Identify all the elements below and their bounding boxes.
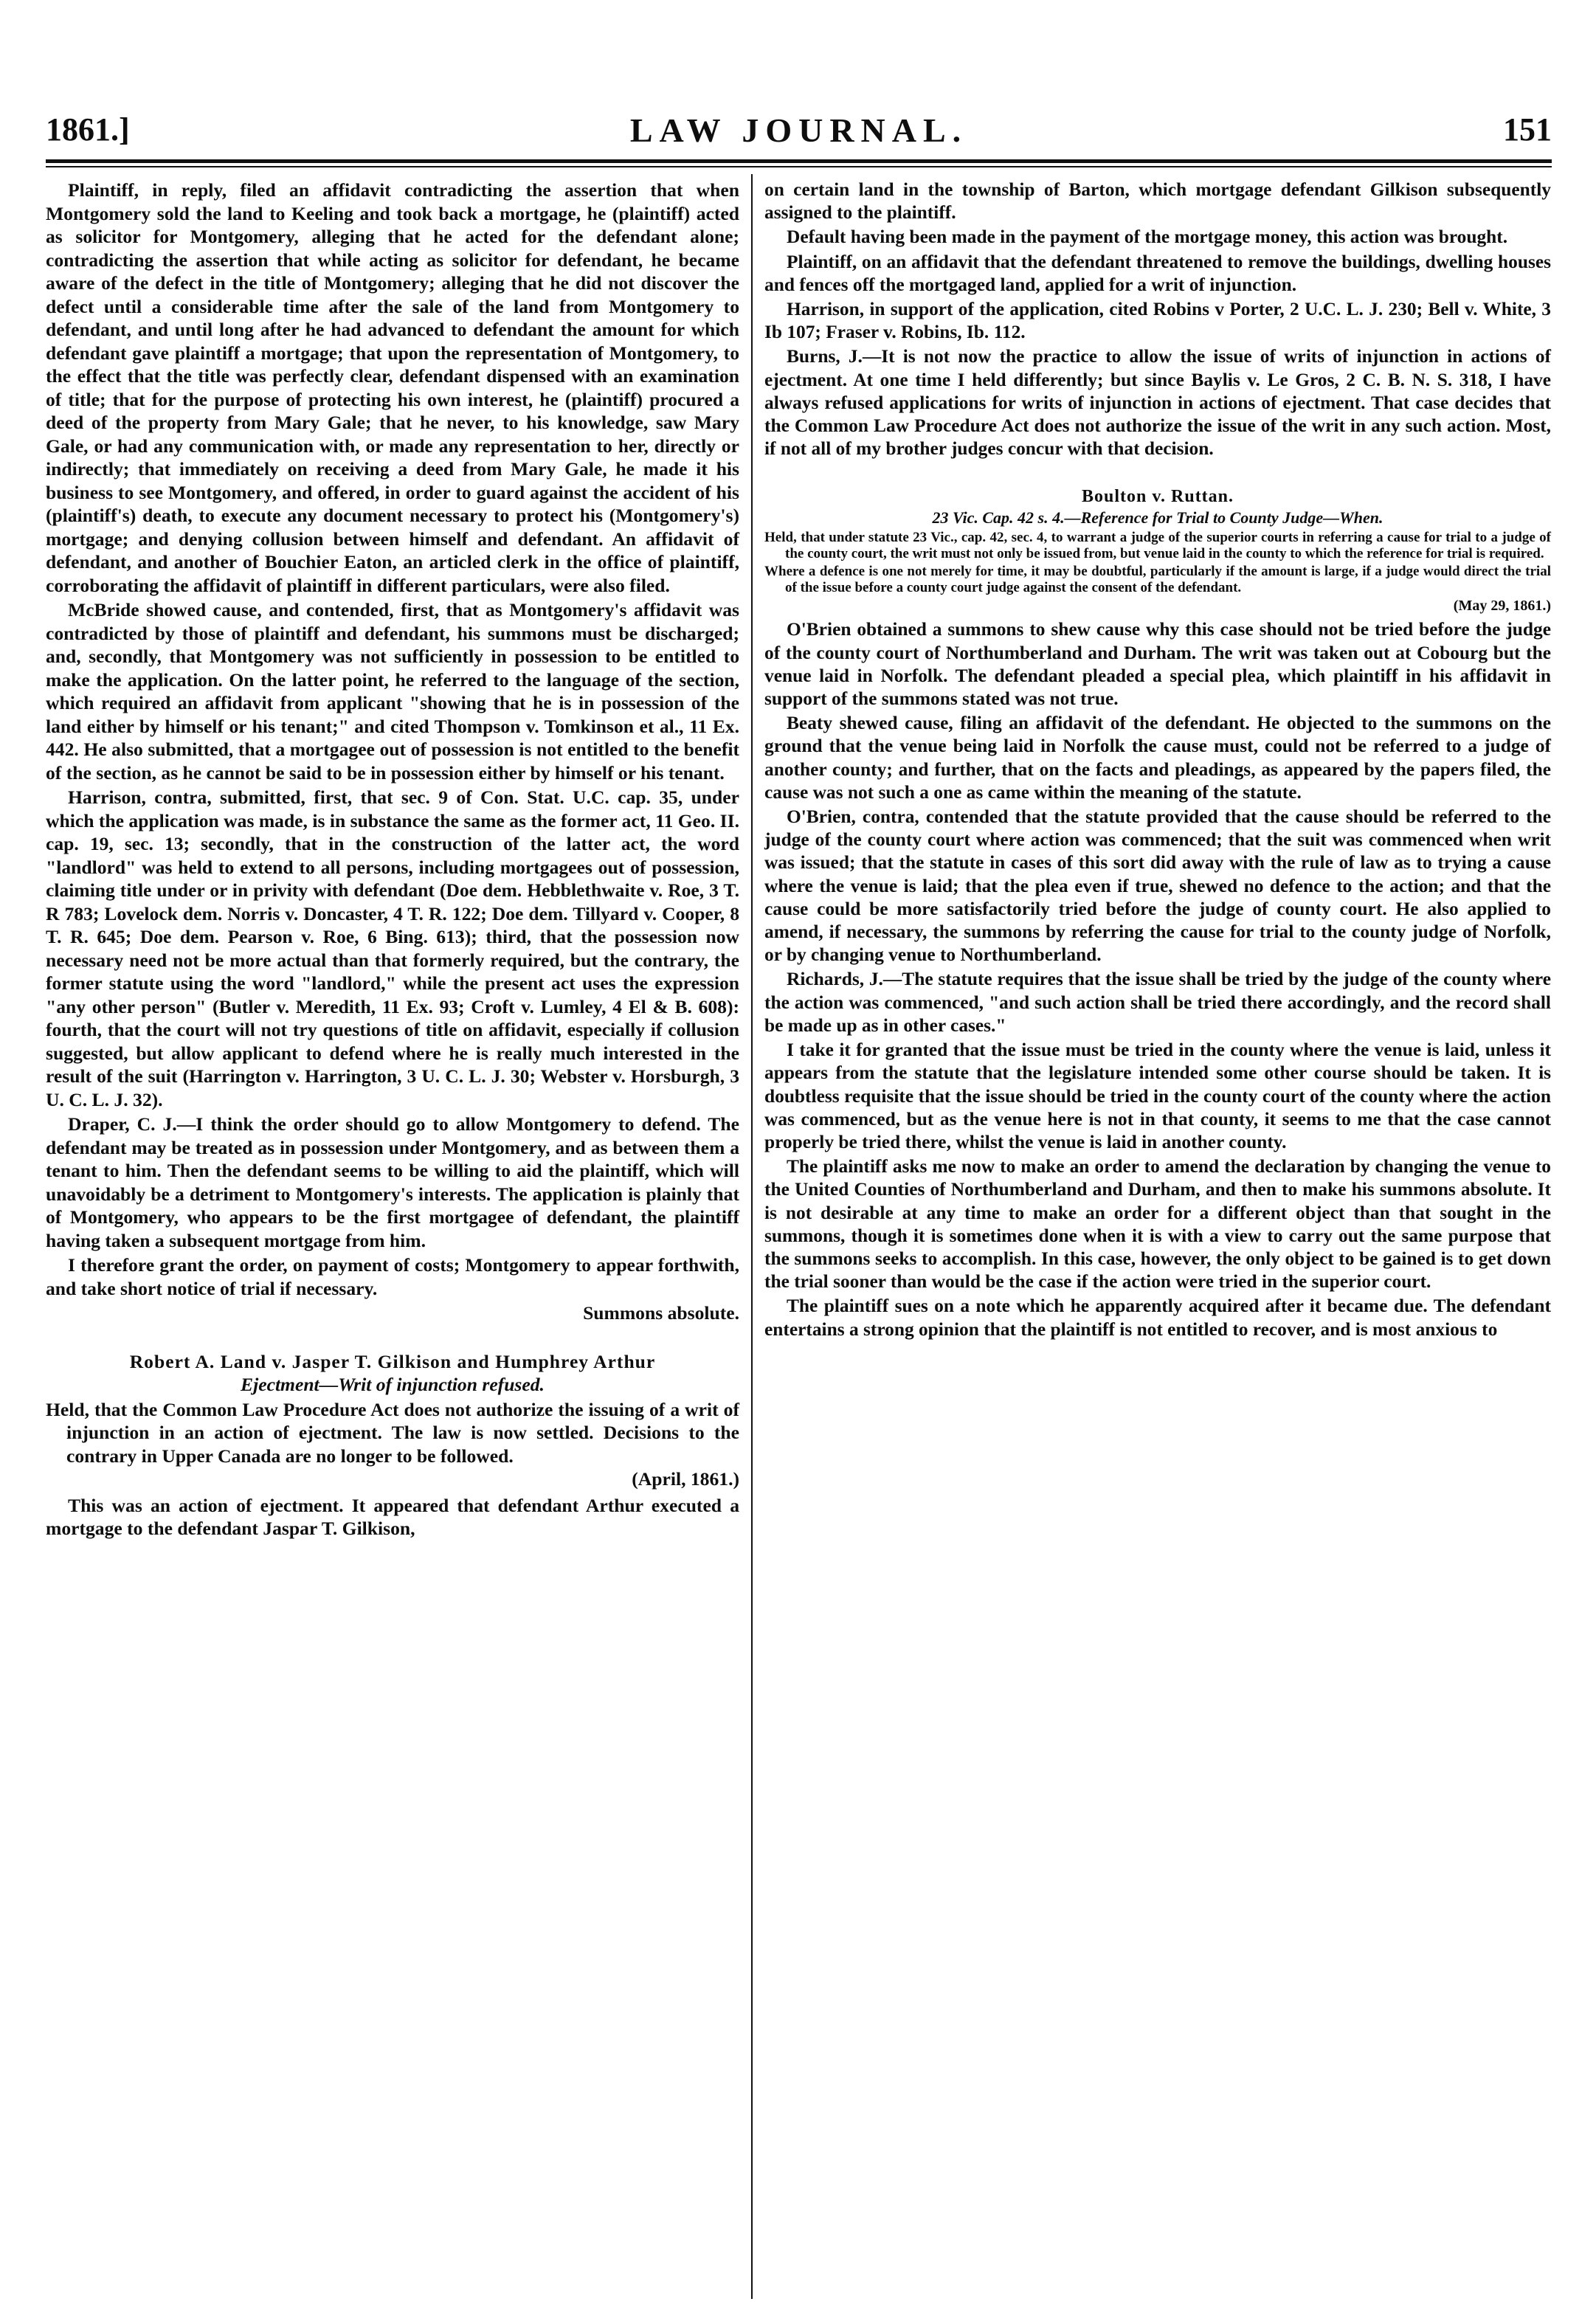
case-date: (May 29, 1861.) <box>1453 598 1551 615</box>
case-subtitle: 23 Vic. Cap. 42 s. 4.—Reference for Trial to County Judge—When. <box>932 508 1383 528</box>
header-rule-thin <box>46 166 1552 167</box>
journal-title: LAW JOURNAL. <box>629 111 968 149</box>
paragraph: Harrison, contra, submitted, first, that sec. 9 of Con. Stat. U.C. cap. 35, under which the application was made, is in substance the same as the former act, 11 Geo. II. cap. 19, sec. 13; secondly, that in the construction of the latter act, the word "landlord" was held to extend to all persons, including mortgagees out of possession, claiming title under or in privity with defendant (Doe dem. Hebblethwaite v. Roe, 3 T. R 783; Lovelock dem. Norris v. Doncaster, 4 T. R. 122; Doe dem. Tillyard v. Cooper, 8 T. R. 645; Doe dem. Pearson v. Roe, 6 Bing. 613); third, that the possession now necessary need not be more actual than that formerly required, but the contrary, the former statute using the word "landlord," while the present act uses the expression "any other person" (Butler v. Meredith, 11 Ex. 93; Croft v. Lumley, 4 El & B. 608): fourth, that the court will not try questions of title on affidavit, especially if collusion suggested, but allow applicant to defend where he is really much interested in the result of the suit (Harrington v. Harrington, 3 U. C. L. J. 30; Webster v. Horsburgh, 3 U. C. L. J. 32). <box>46 786 739 1110</box>
left-column <box>46 179 739 1542</box>
running-header <box>46 111 1552 162</box>
paragraph: McBride showed cause, and contended, first, that as Montgomery's affidavit was contradicted by those of plaintiff and defendant, his summons must be discharged; and, secondly, that Montgomery was not sufficiently in possession to be entitled to make the application. On the latter point, he referred to the language of the section, which required an affidavit from applicant "showing that he is in possession of the land either by himself or his tenant;" and cited Thompson v. Tomkinson et al., 11 Ex. 442. He also submitted, that a mortgagee out of possession is not entitled to the benefit of the section, as he cannot be said to be in possession either by himself or his tenant. <box>46 599 739 784</box>
paragraph: I therefore grant the order, on payment of costs; Montgomery to appear forthwith, and take short notice of trial if necessary. <box>46 1254 739 1299</box>
paragraph: O'Brien, contra, contended that the statute provided that the cause should be referred to the judge of the county court where action was commenced; that the suit was commenced when writ was issued; that the statute in cases of this sort did away with the rule of law as to trying a cause where the venue is laid; that the plea even if true, shewed no defence to the action; and that the cause could be more satisfactorily tried before the judge of county court. He also applied to amend, if necessary, the summons by referring the cause for trial to the county judge of Norfolk, or by changing venue to Northumberland. <box>764 806 1551 966</box>
paragraph: Default having been made in the payment of the mortgage money, this action was brought. <box>787 226 1508 248</box>
case-subtitle: Ejectment—Writ of injunction refused. <box>241 1374 545 1395</box>
paragraph: The plaintiff sues on a note which he apparently acquired after it became due. The defendant entertains a strong opinion that the plaintiff is not entitled to recover, and is most anxious to <box>764 1296 1551 1340</box>
case-date: (April, 1861.) <box>632 1468 739 1490</box>
case-headnote: Held, that the Common Law Procedure Act does not authorize the issuing of a writ of injunction in an action of ejectment. The law is now settled. Decisions to the contrary in Upper Canada are no longer to be followed. <box>46 1398 739 1467</box>
paragraph: Burns, J.—It is not now the practice to allow the issue of writs of injunction in actions of ejectment. At one time I held differently; but since Baylis v. Le Gros, 2 C. B. N. S. 318, I have always refused applications for writs of injunction in actions of ejectment. That case decides that the Common Law Procedure Act does not authorize the issue of the writ in any such action. Most, if not all of my brother judges concur with that decision. <box>764 346 1551 460</box>
paragraph: Draper, C. J.—I think the order should go to allow Montgomery to defend. The defendant may be treated as in possession under Montgomery, and as between them a tenant to him. Then the defendant seems to be willing to aid the plaintiff, which will unavoidably be a detriment to Montgomery's interests. The application is plainly that of Montgomery, who appears to be the first mortgagee of defendant, the plaintiff having taken a subsequent mortgage from him. <box>46 1113 739 1251</box>
paragraph: The plaintiff asks me now to make an order to amend the declaration by changing the venue to the United Counties of Northumberland and Durham, and then to make his summons absolute. It is not desirable at any time to make an order for a different object than that sought in the summons, though it is sometimes done when it is with a view to carry out the same purpose that the summons seeks to accomplish. In this case, however, the only object to be gained is to get down the trial sooner than would be the case if the action were tried in the superior court. <box>764 1156 1551 1293</box>
case-title: Robert A. Land v. Jasper T. Gilkison and Humphrey Arthur <box>129 1350 656 1372</box>
paragraph: Harrison, in support of the application, cited Robins v Porter, 2 U.C. L. J. 230; Bell v. White, 3 Ib 107; Fraser v. Robins, Ib. 112. <box>764 299 1551 343</box>
column-divider <box>751 174 753 2299</box>
paragraph: on certain land in the township of Barton, which mortgage defendant Gilkison subsequently assigned to the plaintiff. <box>764 179 1551 224</box>
paragraph: I take it for granted that the issue must be tried in the county where the venue is laid, unless it appears from the statute that the legislature intended some other course should be taken. It is doubtless requisite that the issue should be tried in the county court of the county where the action was commenced, but as the venue here is not in that county, it seems to me that the case cannot properly be tried there, whilst the venue is laid in another county. <box>764 1040 1551 1152</box>
paragraph: Beaty shewed cause, filing an affidavit of the defendant. He objected to the summons on the ground that the venue being laid in Norfolk the cause must, could not be referred to a judge of another county; and further, that on the facts and pleadings, as appeared by the papers filed, the cause was not such a one as came within the meaning of the statute. <box>764 713 1551 803</box>
paragraph: This was an action of ejectment. It appeared that defendant Arthur executed a mortgage to the defendant Jaspar T. Gilkison, <box>46 1494 739 1539</box>
summons-absolute: Summons absolute. <box>583 1302 739 1324</box>
paragraph: Plaintiff, on an affidavit that the defendant threatened to remove the buildings, dwelling houses and fences off the mortgaged land, applied for a writ of injunction. <box>764 251 1551 295</box>
page-number: 151 <box>1503 111 1552 148</box>
paragraph: Plaintiff, in reply, filed an affidavit contradicting the assertion that when Montgomery sold the land to Keeling and took back a mortgage, he (plaintiff) acted as solicitor for Montgomery, alleging that he acted for the defendant alone; contradicting the assertion that while acting as solicitor for defendant, he became aware of the defect in the title of Montgomery; alleging that he did not discover the defect until a considerable time after the sale of the land from Montgomery to defendant, and until long after he had advanced to defendant the amount for which defendant gave plaintiff a mortgage; that upon the representation of Montgomery, to the effect that the title was perfectly clear, defendant dispensed with an examination of title; that for the purpose of protecting his own interest, he (plaintiff) procured a deed of the property from Mary Gale; that he never, to his knowledge, saw Mary Gale, or had any communication with, or made any representation to her, directly or indirectly; that immediately on receiving a deed from Mary Gale, he made it his business to see Montgomery, and offered, in order to guard against the accident of his (plaintiff's) death, to execute any document necessary to protect his (Montgomery's) mortgage; and denying collusion between himself and defendant. An affidavit of defendant, and another of Bouchier Eaton, an articled clerk in the office of plaintiff, corroborating the affidavit of plaintiff in different particulars, were also filed. <box>46 179 739 596</box>
case-headnote: Held, that under statute 23 Vic., cap. 42, sec. 4, to warrant a judge of the superior courts in referring a cause for trial to a judge of the county court, the writ must not only be issued from, but venue laid in the county to which the reference for trial is required. <box>764 530 1551 562</box>
case-title: Boulton v. Ruttan. <box>1081 487 1234 507</box>
paragraph: O'Brien obtained a summons to shew cause why this case should not be tried before the judge of the county court of Northumberland and Durham. The writ was taken out at Cobourg but the venue laid in Norfolk. The defendant pleaded a special plea, which plaintiff in his affidavit in support of the summons stated was not true. <box>764 619 1551 710</box>
case-headnote: Where a defence is one not merely for time, it may be doubtful, particularly if the amount is large, if a judge would direct the trial of the issue before a county court judge against the consent of the defendant. <box>764 564 1551 596</box>
right-column <box>764 179 1551 1343</box>
paragraph: Richards, J.—The statute requires that the issue shall be tried by the judge of the county where the action was commenced, "and such action shall be tried there accordingly, and the record shall be made up as in other cases." <box>764 969 1551 1036</box>
header-rule-thick <box>46 159 1552 163</box>
header-year: 1861.] <box>46 111 130 148</box>
